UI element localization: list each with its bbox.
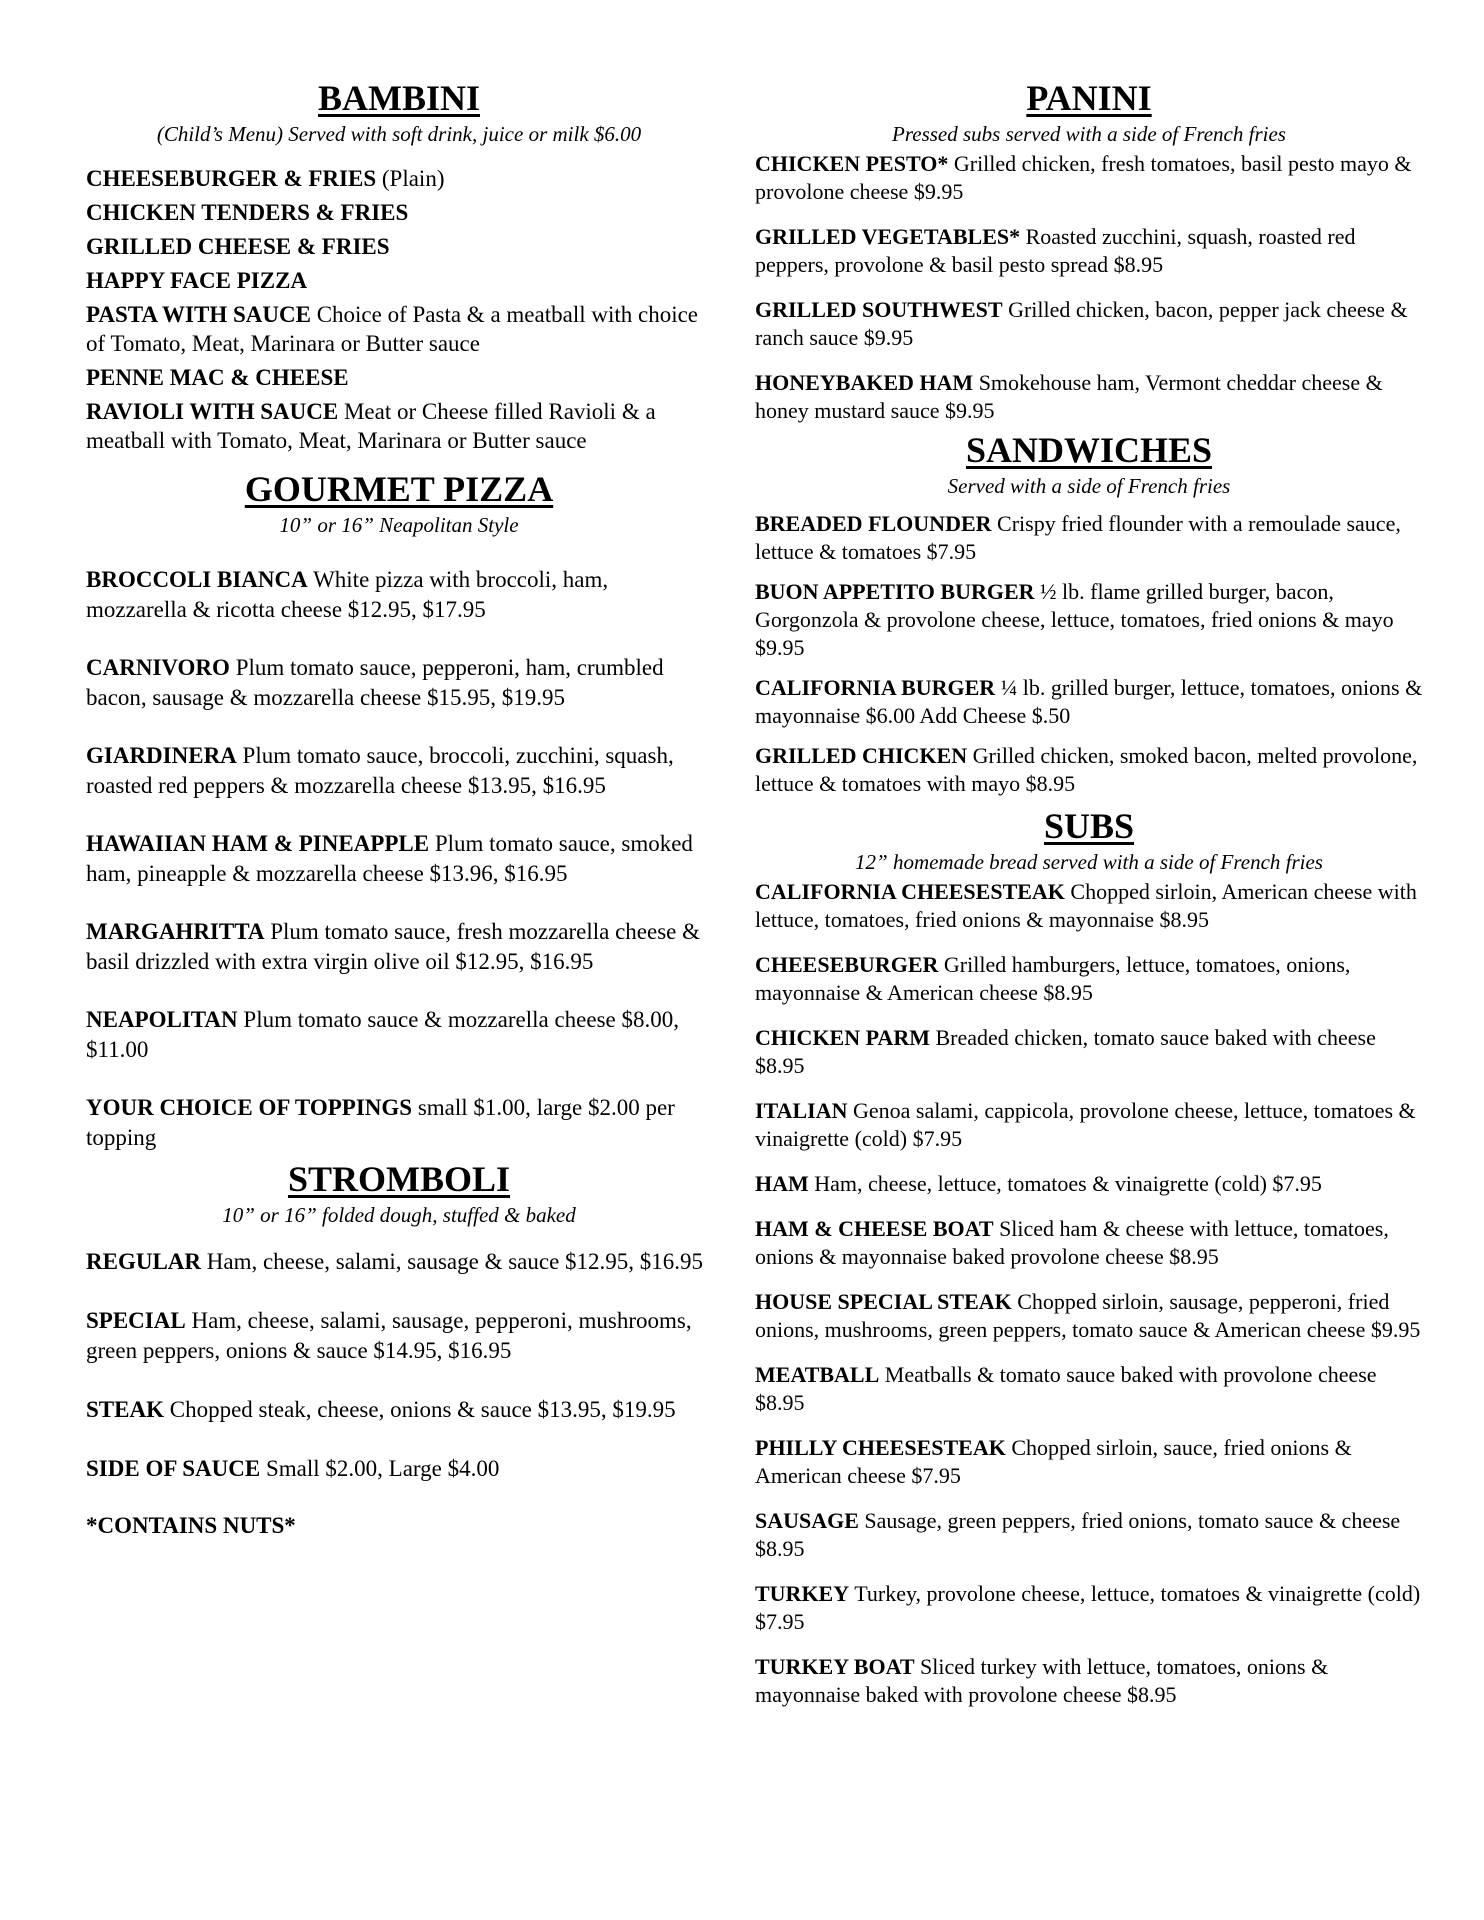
menu-item-name: BROCCOLI BIANCA bbox=[86, 567, 308, 592]
menu-item-name: MARGAHRITTA bbox=[86, 919, 265, 944]
menu-item bbox=[755, 1024, 1423, 1080]
menu-item-description: Grilled hamburgers, lettuce, tomatoes, onions, mayonnaise & American cheese $8.95 bbox=[755, 952, 1351, 1005]
section-subtitle: 12” homemade bread served with a side of French fries bbox=[855, 850, 1323, 874]
menu-item-name: CARNIVORO bbox=[86, 655, 230, 680]
menu-item-description: Smokehouse ham, Vermont cheddar cheese & honey mustard sauce $9.95 bbox=[755, 370, 1383, 423]
menu-item-name: SIDE OF SAUCE bbox=[86, 1456, 261, 1481]
menu-item-name: BUON APPETITO BURGER bbox=[755, 579, 1035, 604]
menu-item-description: Meatballs & tomato sauce baked with provolone cheese $8.95 bbox=[755, 1362, 1377, 1415]
menu-item-description: Plum tomato sauce, pepperoni, ham, crumbled bacon, sausage & mozzarella cheese $15.95, $19.95 bbox=[86, 655, 664, 710]
section-title: SUBS bbox=[1043, 806, 1135, 846]
menu-item bbox=[86, 565, 712, 625]
left-column bbox=[86, 78, 712, 1539]
menu-item bbox=[755, 369, 1423, 425]
menu-item bbox=[86, 829, 712, 889]
menu-item-name: GIARDINERA bbox=[86, 743, 237, 768]
menu-item-description: Sliced ham & cheese with lettuce, tomatoes, onions & mayonnaise baked provolone cheese $8.95 bbox=[755, 1216, 1389, 1269]
menu-item-description: Turkey, provolone cheese, lettuce, tomatoes & vinaigrette (cold) $7.95 bbox=[755, 1581, 1421, 1634]
menu-item bbox=[755, 296, 1423, 352]
section-title: SANDWICHES bbox=[965, 430, 1213, 470]
section-title: STROMBOLI bbox=[287, 1159, 511, 1199]
menu-item-name: BREADED FLOUNDER bbox=[755, 511, 992, 536]
menu-item-description: Choice of Pasta & a meatball with choice of Tomato, Meat, Marinara or Butter sauce bbox=[86, 302, 698, 356]
menu-item-description: Chopped sirloin, American cheese with lettuce, tomatoes, fried onions & mayonnaise $8.95 bbox=[755, 879, 1417, 932]
menu-item bbox=[755, 878, 1423, 934]
menu-item bbox=[755, 578, 1423, 662]
menu-item bbox=[86, 1454, 712, 1484]
menu-item-name: PENNE MAC & CHEESE bbox=[86, 365, 349, 390]
menu-item-name: NEAPOLITAN bbox=[86, 1007, 238, 1032]
contains-nuts-note: *CONTAINS NUTS* bbox=[86, 1513, 296, 1538]
menu-item bbox=[86, 232, 712, 261]
menu-item-name: CALIFORNIA CHEESESTEAK bbox=[755, 879, 1065, 904]
menu-item-description: Ham, cheese, salami, sausage, pepperoni, mushrooms, green peppers, onions & sauce $14.95, $16.95 bbox=[86, 1308, 692, 1363]
menu-item bbox=[755, 150, 1423, 206]
section-subtitle: Served with a side of French fries bbox=[947, 474, 1231, 498]
menu-item bbox=[86, 917, 712, 977]
sandwiches-section bbox=[755, 430, 1423, 798]
menu-item bbox=[755, 510, 1423, 566]
subs-section bbox=[755, 806, 1423, 1709]
menu-item bbox=[86, 1306, 712, 1366]
menu-item-description: Chopped sirloin, sauce, fried onions & American cheese $7.95 bbox=[755, 1435, 1352, 1488]
menu-item bbox=[86, 266, 712, 295]
menu-item-description: ¼ lb. grilled burger, lettuce, tomatoes, onions & mayonnaise $6.00 Add Cheese $.50 bbox=[755, 675, 1423, 728]
section-title: PANINI bbox=[1026, 78, 1152, 118]
menu-item-name: YOUR CHOICE OF TOPPINGS bbox=[86, 1095, 413, 1120]
menu-item-name: GRILLED SOUTHWEST bbox=[755, 297, 1003, 322]
gourmet-pizza-section bbox=[86, 469, 712, 1153]
menu-item-name: MEATBALL bbox=[755, 1362, 880, 1387]
menu-item-description: Chopped sirloin, sausage, pepperoni, fried onions, mushrooms, green peppers, tomato sauce & American cheese $9.95 bbox=[755, 1289, 1421, 1342]
section-subtitle: (Child’s Menu) Served with soft drink, juice or milk $6.00 bbox=[156, 122, 642, 146]
menu-item-name: PHILLY CHEESESTEAK bbox=[755, 1435, 1006, 1460]
menu-item-description: Roasted zucchini, squash, roasted red peppers, provolone & basil pesto spread $8.95 bbox=[755, 224, 1356, 277]
menu-item-name: HOUSE SPECIAL STEAK bbox=[755, 1289, 1012, 1314]
menu-item bbox=[86, 1093, 712, 1153]
menu-item-name: GRILLED CHICKEN bbox=[755, 743, 968, 768]
menu-item bbox=[755, 1653, 1423, 1709]
stromboli-section bbox=[86, 1159, 712, 1539]
menu-item bbox=[86, 198, 712, 227]
menu-item bbox=[755, 1507, 1423, 1563]
menu-item-name: GRILLED CHEESE & FRIES bbox=[86, 234, 390, 259]
menu-item-name: CHICKEN TENDERS & FRIES bbox=[86, 200, 409, 225]
menu-item-description: Small $2.00, Large $4.00 bbox=[266, 1456, 500, 1481]
menu-item-name: CHICKEN PESTO* bbox=[755, 151, 949, 176]
menu-item-name: HAWAIIAN HAM & PINEAPPLE bbox=[86, 831, 430, 856]
section-subtitle: Pressed subs served with a side of French fries bbox=[892, 122, 1286, 146]
menu-item-description: Sausage, green peppers, fried onions, tomato sauce & cheese $8.95 bbox=[755, 1508, 1401, 1561]
menu-item-name: SPECIAL bbox=[86, 1308, 186, 1333]
menu-item-description: Meat or Cheese filled Ravioli & a meatball with Tomato, Meat, Marinara or Butter sauce bbox=[86, 399, 656, 453]
menu-item bbox=[755, 1580, 1423, 1636]
menu-item-description: ½ lb. flame grilled burger, bacon, Gorgonzola & provolone cheese, lettuce, tomatoes, fried onions & mayo $9.95 bbox=[755, 579, 1394, 660]
menu-item bbox=[86, 653, 712, 713]
menu-item bbox=[86, 1395, 712, 1425]
menu-item bbox=[86, 1247, 712, 1277]
menu-item-name: HAPPY FACE PIZZA bbox=[86, 268, 308, 293]
menu-item bbox=[755, 674, 1423, 730]
menu-item-description: Plum tomato sauce, fresh mozzarella cheese & basil drizzled with extra virgin olive oil $12.95, $16.95 bbox=[86, 919, 701, 974]
section-title: GOURMET PIZZA bbox=[244, 469, 554, 509]
menu-item-name: HAM & CHEESE BOAT bbox=[755, 1216, 994, 1241]
menu-item-name: CHEESEBURGER & FRIES bbox=[86, 166, 377, 191]
menu-item-description: Crispy fried flounder with a remoulade sauce, lettuce & tomatoes $7.95 bbox=[755, 511, 1401, 564]
menu-item-description: (Plain) bbox=[381, 166, 445, 191]
menu-item-description: Grilled chicken, bacon, pepper jack cheese & ranch sauce $9.95 bbox=[755, 297, 1408, 350]
menu-item bbox=[755, 1170, 1423, 1198]
menu-item bbox=[755, 951, 1423, 1007]
menu-item-name: HONEYBAKED HAM bbox=[755, 370, 974, 395]
menu-item-name: TURKEY bbox=[755, 1581, 850, 1606]
menu-item-description: Ham, cheese, salami, sausage & sauce $12.95, $16.95 bbox=[206, 1249, 704, 1274]
menu-item bbox=[755, 1288, 1423, 1344]
bambini-section bbox=[86, 78, 712, 455]
menu-item bbox=[86, 397, 712, 455]
menu-item bbox=[86, 164, 712, 193]
menu-item bbox=[755, 1434, 1423, 1490]
menu-item bbox=[86, 1005, 712, 1065]
menu-item-name: REGULAR bbox=[86, 1249, 202, 1274]
menu-item-name: RAVIOLI WITH SAUCE bbox=[86, 399, 339, 424]
menu-item-description: small $1.00, large $2.00 per topping bbox=[86, 1095, 675, 1150]
menu-item bbox=[755, 1097, 1423, 1153]
menu-item-name: SAUSAGE bbox=[755, 1508, 859, 1533]
menu-item-description: Sliced turkey with lettuce, tomatoes, onions & mayonnaise baked with provolone cheese $8.95 bbox=[755, 1654, 1329, 1707]
menu-item-description: Plum tomato sauce & mozzarella cheese $8.00, $11.00 bbox=[86, 1007, 679, 1062]
menu-item-name: TURKEY BOAT bbox=[755, 1654, 915, 1679]
menu-item-name: CALIFORNIA BURGER bbox=[755, 675, 996, 700]
right-column bbox=[755, 78, 1423, 1726]
section-subtitle: 10” or 16” Neapolitan Style bbox=[279, 513, 519, 537]
menu-item-name: CHEESEBURGER bbox=[755, 952, 939, 977]
menu-item-name: GRILLED VEGETABLES* bbox=[755, 224, 1021, 249]
menu-item bbox=[86, 300, 712, 358]
menu-item bbox=[755, 1215, 1423, 1271]
menu-item-description: Grilled chicken, smoked bacon, melted provolone, lettuce & tomatoes with mayo $8.95 bbox=[755, 743, 1418, 796]
section-title: BAMBINI bbox=[317, 78, 481, 118]
menu-item-name: HAM bbox=[755, 1171, 809, 1196]
menu-item-name: STEAK bbox=[86, 1397, 164, 1422]
menu-item bbox=[755, 223, 1423, 279]
menu-item-description: Breaded chicken, tomato sauce baked with cheese $8.95 bbox=[755, 1025, 1376, 1078]
menu-item-name: PASTA WITH SAUCE bbox=[86, 302, 311, 327]
menu-item bbox=[755, 742, 1423, 798]
section-subtitle: 10” or 16” folded dough, stuffed & baked bbox=[222, 1203, 576, 1227]
menu-item-description: Plum tomato sauce, smoked ham, pineapple & mozzarella cheese $13.96, $16.95 bbox=[86, 831, 693, 886]
menu-item bbox=[755, 1361, 1423, 1417]
menu-item bbox=[86, 741, 712, 801]
menu-item bbox=[86, 363, 712, 392]
menu-item-description: Genoa salami, cappicola, provolone cheese, lettuce, tomatoes & vinaigrette (cold) $7.95 bbox=[755, 1098, 1416, 1151]
menu-item-name: ITALIAN bbox=[755, 1098, 848, 1123]
menu-item-description: Ham, cheese, lettuce, tomatoes & vinaigrette (cold) $7.95 bbox=[814, 1171, 1322, 1196]
menu-item-description: Plum tomato sauce, broccoli, zucchini, squash, roasted red peppers & mozzarella cheese $13.95, $16.95 bbox=[86, 743, 674, 798]
menu-item-description: Grilled chicken, fresh tomatoes, basil pesto mayo & provolone cheese $9.95 bbox=[755, 151, 1412, 204]
menu-item-description: Chopped steak, cheese, onions & sauce $13.95, $19.95 bbox=[169, 1397, 676, 1422]
menu-item-description: White pizza with broccoli, ham, mozzarella & ricotta cheese $12.95, $17.95 bbox=[86, 567, 609, 622]
panini-section bbox=[755, 78, 1423, 425]
menu-item-name: CHICKEN PARM bbox=[755, 1025, 930, 1050]
